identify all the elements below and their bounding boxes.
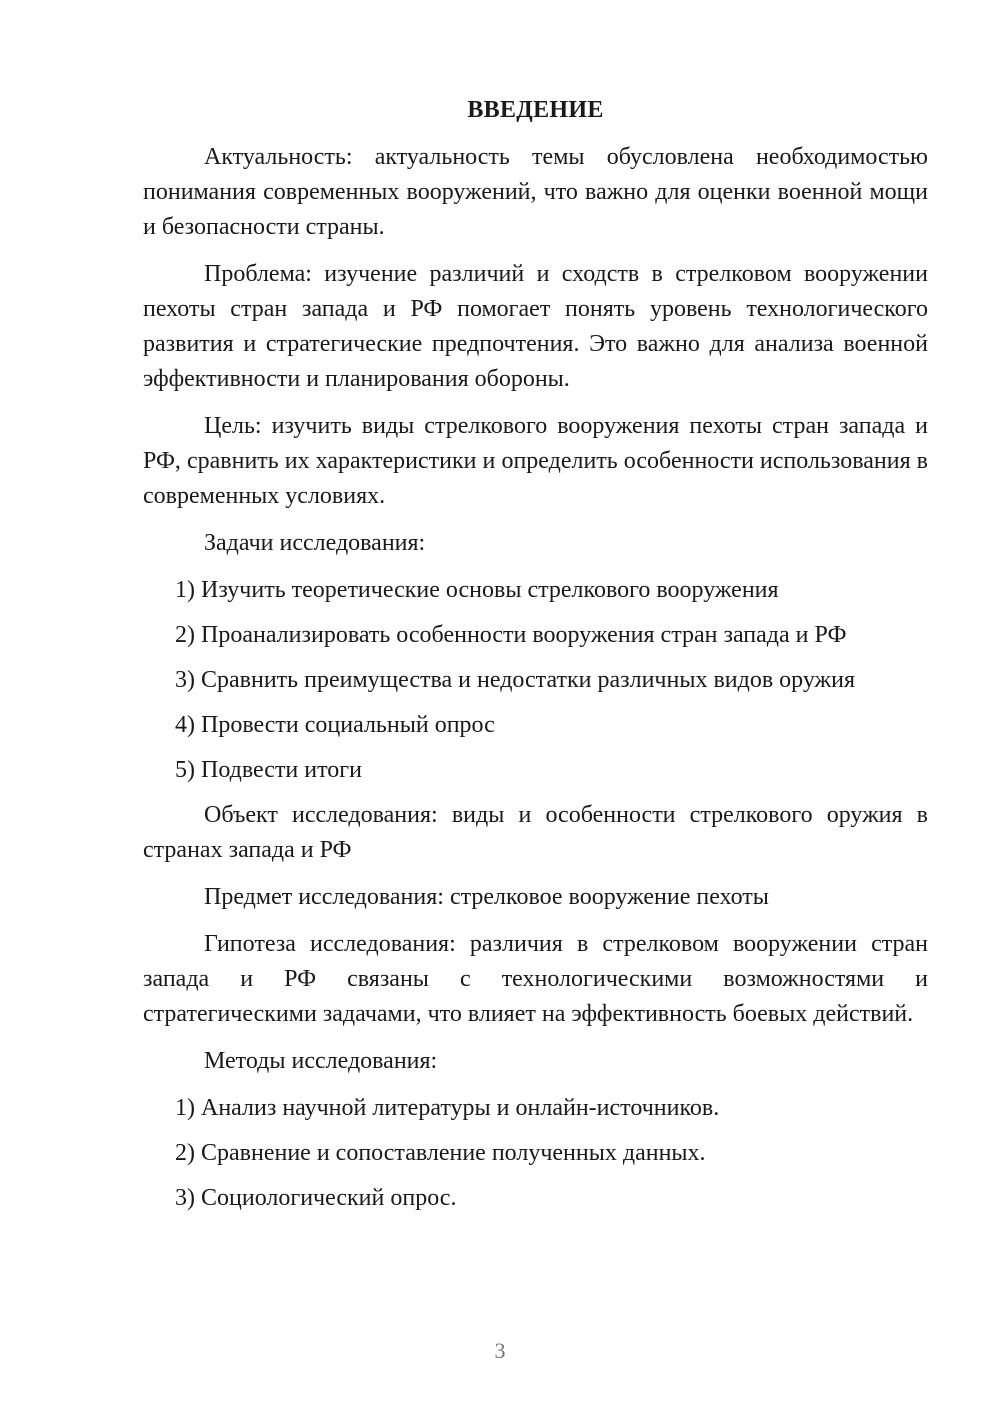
problem-paragraph: Проблема: изучение различий и сходств в стрелковом вооружении пехоты стран запада и РФ помогает понять уровень технологического развития и стратегические предпочтения. Это важно для анализа военной эффективности и планирования обороны.: [143, 261, 928, 392]
list-item: 5) Подвести итоги: [175, 757, 362, 783]
list-item: 1) Анализ научной литературы и онлайн-источников.: [175, 1095, 720, 1121]
tasks-list: [143, 573, 928, 788]
section-title: ВВЕДЕНИЕ: [467, 97, 604, 123]
tasks-heading: Задачи исследования:: [204, 530, 426, 556]
page-content: [143, 93, 928, 1226]
list-item: 1) Изучить теоретические основы стрелкового вооружения: [175, 577, 779, 603]
goal-paragraph: Цель: изучить виды стрелкового вооружения пехоты стран запада и РФ, сравнить их характеристики и определить особенности использования в современных условиях.: [143, 413, 928, 509]
hypothesis-paragraph: Гипотеза исследования: различия в стрелковом вооружении стран запада и РФ связаны с технологическими возможностями и стратегическими задачами, что влияет на эффективность боевых действий.: [143, 931, 928, 1027]
list-item: 3) Социологический опрос.: [175, 1185, 457, 1211]
list-item: 2) Сравнение и сопоставление полученных данных.: [175, 1140, 706, 1166]
object-paragraph: Объект исследования: виды и особенности стрелкового оружия в странах запада и РФ: [143, 802, 928, 863]
subject-paragraph: Предмет исследования: стрелковое вооружение пехоты: [204, 884, 769, 910]
page-number: 3: [494, 1338, 506, 1363]
list-item: 3) Сравнить преимущества и недостатки различных видов оружия: [175, 667, 856, 693]
methods-heading: Методы исследования:: [204, 1048, 438, 1074]
relevance-paragraph: Актуальность: актуальность темы обусловлена необходимостью понимания современных вооружений, что важно для оценки военной мощи и безопасности страны.: [143, 144, 928, 240]
list-item: 4) Провести социальный опрос: [175, 712, 495, 738]
methods-list: [143, 1091, 928, 1216]
list-item: 2) Проанализировать особенности вооружения стран запада и РФ: [175, 622, 847, 648]
